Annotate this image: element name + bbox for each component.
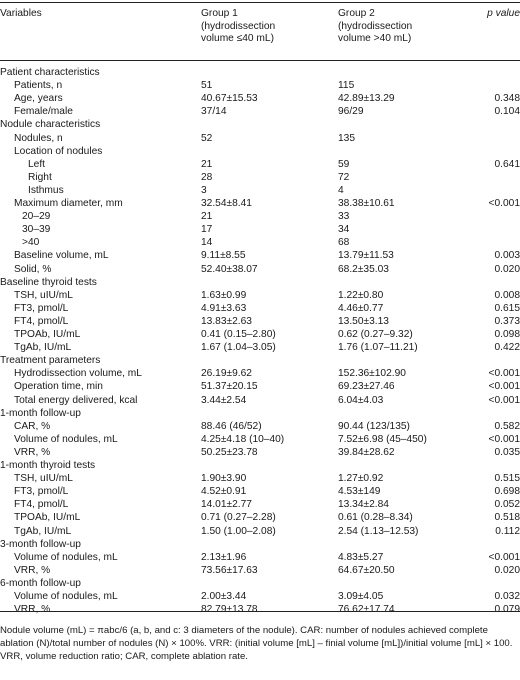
- cell-pvalue: <0.001: [488, 433, 520, 445]
- cell-group2: 152.36±102.90: [338, 368, 406, 380]
- cell-pvalue: 0.098: [494, 329, 520, 340]
- row-label: Right: [28, 171, 52, 183]
- cell-pvalue: 0.422: [494, 342, 520, 354]
- section-heading: 1-month follow-up: [0, 407, 81, 419]
- table-top-rule: [0, 2, 520, 3]
- cell-pvalue: 0.008: [494, 289, 520, 301]
- cell-group1: 51: [201, 80, 213, 92]
- cell-pvalue: <0.001: [488, 198, 520, 209]
- cell-group1: 4.25±4.18 (10–40): [201, 433, 285, 445]
- row-label: Location of nodules: [14, 145, 103, 157]
- cell-group2: 1.27±0.92: [338, 473, 384, 485]
- cell-group1: 14.01±2.77: [201, 499, 252, 511]
- cell-pvalue: 0.020: [494, 263, 520, 275]
- cell-group1: 17: [201, 224, 213, 236]
- header-variables: Variables: [0, 8, 42, 19]
- cell-group2: 13.79±11.53: [338, 250, 394, 262]
- cell-group1: 52.40±38.07: [201, 263, 258, 275]
- cell-group2: 6.04±4.03: [338, 394, 384, 406]
- cell-group2: 0.62 (0.27–9.32): [338, 329, 413, 340]
- row-label: CAR, %: [14, 420, 51, 432]
- row-label: TgAb, IU/mL: [14, 342, 72, 354]
- cell-group1: 21: [201, 211, 213, 223]
- row-label: 20–29: [22, 211, 51, 223]
- header-group2-line1: Group 2: [338, 8, 375, 19]
- cell-group2: 42.89±13.29: [338, 93, 395, 105]
- cell-pvalue: 0.515: [494, 473, 520, 485]
- cell-group1: 50.25±23.78: [201, 446, 258, 458]
- row-label: Patients, n: [14, 80, 63, 92]
- cell-group2: 72: [338, 171, 350, 183]
- cell-pvalue: 0.641: [494, 158, 520, 170]
- cell-group1: 1.50 (1.00–2.08): [201, 525, 276, 537]
- cell-group1: 28: [201, 171, 213, 183]
- cell-pvalue: 0.003: [494, 250, 520, 262]
- row-label: 30–39: [22, 224, 51, 236]
- cell-pvalue: 0.698: [494, 486, 520, 498]
- cell-group2: 4.53±149: [338, 486, 381, 498]
- cell-group1: 26.19±9.62: [201, 368, 252, 380]
- cell-group2: 135: [338, 132, 355, 144]
- cell-group2: 34: [338, 224, 350, 236]
- cell-group2: 1.76 (1.07–11.21): [338, 342, 418, 354]
- row-label: VRR, %: [14, 564, 51, 576]
- header-pvalue: p value: [487, 8, 520, 19]
- cell-group2: 68.2±35.03: [338, 263, 389, 275]
- cell-group1: 73.56±17.63: [201, 564, 258, 576]
- cell-group2: 68: [338, 237, 350, 249]
- cell-group2: 2.54 (1.13–12.53): [338, 525, 419, 537]
- header-group1-line3: volume ≤40 mL): [201, 33, 274, 44]
- cell-pvalue: <0.001: [488, 551, 520, 563]
- row-label: VRR, %: [14, 446, 51, 458]
- cell-group2: 13.50±3.13: [338, 315, 389, 327]
- row-label: Solid, %: [14, 263, 52, 275]
- cell-group2: 33: [338, 211, 350, 223]
- row-label: Total energy delivered, kcal: [14, 394, 138, 406]
- cell-pvalue: <0.001: [488, 368, 520, 380]
- cell-group1: 13.83±2.63: [201, 315, 252, 327]
- cell-pvalue: 0.104: [494, 106, 520, 118]
- cell-group2: 38.38±10.61: [338, 198, 395, 209]
- cell-group2: 1.22±0.80: [338, 289, 384, 301]
- cell-group1: 1.90±3.90: [201, 473, 247, 485]
- cell-group2: 39.84±28.62: [338, 446, 395, 458]
- cell-pvalue: 0.079: [494, 604, 520, 616]
- cell-pvalue: 0.373: [494, 315, 520, 327]
- header-group1-line1: Group 1: [201, 8, 238, 19]
- row-label: Baseline volume, mL: [14, 250, 109, 262]
- cell-pvalue: 0.020: [494, 564, 520, 576]
- section-heading: Treatment parameters: [0, 355, 101, 367]
- cell-group1: 4.91±3.63: [201, 302, 247, 314]
- cell-group1: 4.52±0.91: [201, 486, 247, 498]
- cell-group1: 32.54±8.41: [201, 198, 252, 209]
- row-label: TPOAb, IU/mL: [14, 329, 81, 340]
- row-label: Volume of nodules, mL: [14, 551, 118, 563]
- cell-group2: 4: [338, 184, 344, 196]
- section-heading: 1-month thyroid tests: [0, 460, 96, 471]
- cell-pvalue: 0.035: [494, 446, 520, 458]
- cell-group2: 4.46±0.77: [338, 302, 384, 314]
- row-label: Operation time, min: [14, 381, 103, 393]
- row-label: TSH, uIU/mL: [14, 473, 73, 485]
- row-label: >40: [22, 237, 40, 249]
- cell-pvalue: 0.615: [494, 302, 520, 314]
- cell-group1: 40.67±15.53: [201, 93, 258, 105]
- row-label: Left: [28, 158, 45, 170]
- cell-group2: 0.61 (0.28–8.34): [338, 512, 413, 524]
- cell-group1: 1.67 (1.04–3.05): [201, 342, 276, 354]
- cell-group1: 3.44±2.54: [201, 394, 247, 406]
- row-label: Volume of nodules, mL: [14, 433, 118, 445]
- cell-group2: 4.83±5.27: [338, 551, 384, 563]
- row-label: Age, years: [14, 93, 63, 105]
- row-label: Nodules, n: [14, 132, 63, 144]
- cell-group2: 69.23±27.46: [338, 381, 395, 393]
- row-label: FT4, pmol/L: [14, 315, 69, 327]
- section-heading: Baseline thyroid tests: [0, 276, 97, 288]
- header-group1: [201, 8, 275, 46]
- cell-group2: 76.62±17.74: [338, 604, 395, 616]
- section-heading: Nodule characteristics: [0, 119, 101, 131]
- cell-group1: 2.00±3.44: [201, 591, 247, 602]
- cell-pvalue: 0.582: [494, 420, 520, 432]
- table-bottom-rule: [0, 611, 520, 612]
- cell-pvalue: 0.518: [494, 512, 520, 524]
- cell-group2: 96/29: [338, 106, 364, 118]
- table-footnote: Nodule volume (mL) = πabc/6 (a, b, and c: 3 diameters of the nodule). CAR: number of nodules achieved complete ablation (N)/total number of nodules (N) × 100%. VRR: (initial volume [mL] – finial volume [mL])/initial volume [mL] × 100. VRR, volume reduction ratio; CAR, complete ablation rate.: [0, 625, 513, 662]
- cell-group2: 59: [338, 158, 350, 170]
- cell-group1: 21: [201, 158, 213, 170]
- cell-pvalue: <0.001: [488, 381, 520, 393]
- cell-group1: 9.11±8.55: [201, 250, 246, 262]
- cell-group1: 14: [201, 237, 213, 249]
- section-heading: 6-month follow-up: [0, 577, 81, 589]
- cell-group1: 82.79±13.78: [201, 604, 258, 616]
- row-label: TPOAb, IU/mL: [14, 512, 81, 524]
- row-label: VRR, %: [14, 604, 51, 616]
- cell-pvalue: 0.052: [494, 499, 520, 511]
- header-group1-line2: (hydrodissection: [201, 20, 276, 32]
- header-group2: [338, 8, 412, 46]
- header-rule: [0, 60, 520, 61]
- cell-group1: 37/14: [201, 106, 227, 118]
- row-label: Female/male: [14, 106, 73, 118]
- cell-pvalue: <0.001: [488, 394, 520, 406]
- cell-group1: 51.37±20.15: [201, 381, 258, 393]
- row-label: Volume of nodules, mL: [14, 591, 118, 602]
- section-heading: 3-month follow-up: [0, 538, 81, 550]
- row-label: TgAb, IU/mL: [14, 525, 72, 537]
- cell-group1: 0.41 (0.15–2.80): [201, 329, 276, 340]
- header-group2-line3: volume >40 mL): [338, 33, 412, 44]
- row-label: Isthmus: [28, 184, 64, 196]
- row-label: TSH, uIU/mL: [14, 289, 73, 301]
- cell-group1: 1.63±0.99: [201, 289, 247, 301]
- cell-group1: 88.46 (46/52): [201, 420, 262, 432]
- row-label: Hydrodissection volume, mL: [14, 368, 142, 380]
- cell-pvalue: 0.112: [495, 525, 520, 537]
- cell-pvalue: 0.032: [494, 591, 520, 602]
- cell-group1: 0.71 (0.27–2.28): [201, 512, 276, 524]
- section-heading: Patient characteristics: [0, 67, 100, 78]
- cell-group2: 115: [338, 80, 355, 92]
- row-label: FT4, pmol/L: [14, 499, 69, 511]
- cell-group1: 52: [201, 132, 213, 144]
- cell-group2: 64.67±20.50: [338, 564, 395, 576]
- cell-group1: 3: [201, 184, 207, 196]
- row-label: FT3, pmol/L: [14, 302, 69, 314]
- cell-group2: 13.34±2.84: [338, 499, 389, 511]
- header-group2-line2: (hydrodissection: [338, 20, 413, 32]
- row-label: FT3, pmol/L: [14, 486, 69, 498]
- row-label: Maximum diameter, mm: [14, 198, 123, 209]
- cell-group1: 2.13±1.96: [201, 551, 247, 563]
- cell-pvalue: 0.348: [494, 93, 520, 105]
- cell-group2: 90.44 (123/135): [338, 420, 410, 432]
- cell-group2: 3.09±4.05: [338, 591, 384, 602]
- cell-group2: 7.52±6.98 (45–450): [338, 433, 427, 445]
